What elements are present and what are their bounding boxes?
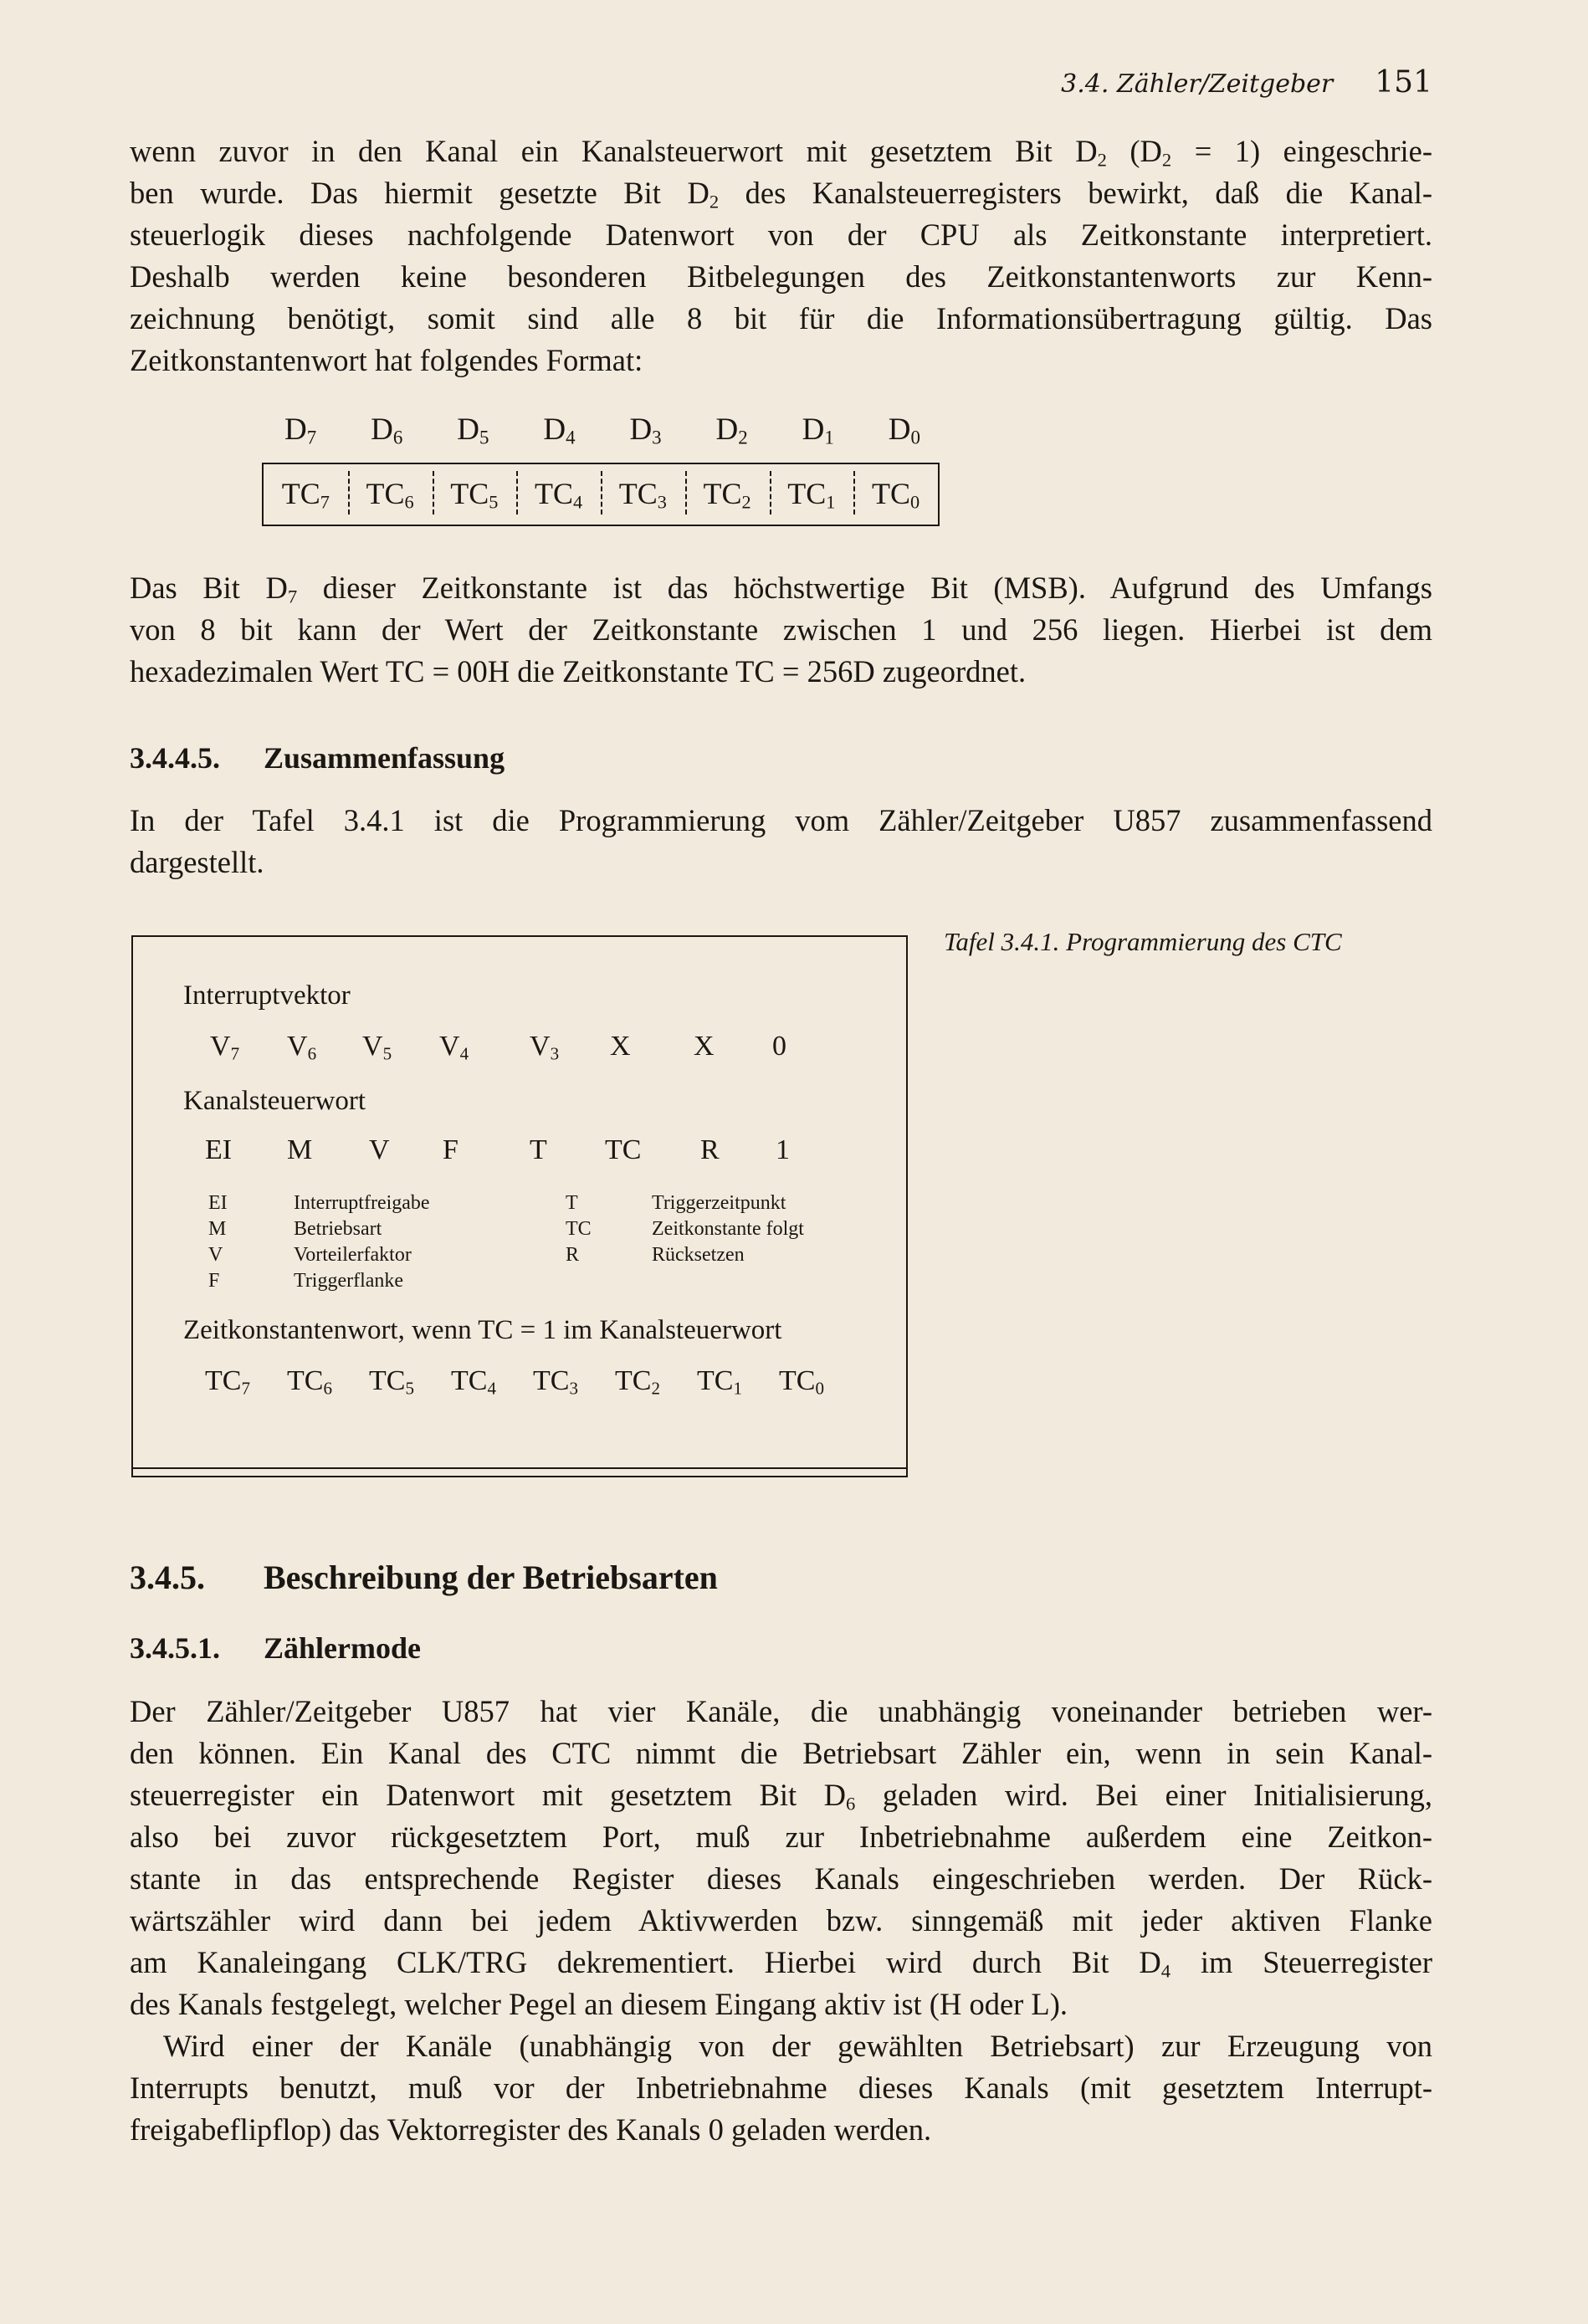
text-line: steuerlogik dieses nachfolgende Datenwort von der CPU als Zeitkonstante interpretiert. (130, 218, 1432, 252)
legend-desc: Vorteilerfaktor (294, 1244, 412, 1266)
legend-abbr: EI (208, 1192, 228, 1214)
text-line: Wird einer der Kanäle (unabhängig von der gewählten Betriebsart) zur Erzeugung von (163, 2029, 1432, 2063)
bit-label: $D_2$ (715, 412, 748, 448)
text-line: wenn zuvor in den Kanal ein Kanalsteuerwort mit gesetztem Bit $D_2$ $(D_2 = 1)$ eingeschrie- (130, 134, 1432, 171)
intro-paragraph (130, 131, 1432, 381)
control-bit: M (287, 1134, 313, 1165)
bit-label: $D_7$ (284, 412, 317, 448)
time-constant-word-label: Zeitkonstantenwort, wenn TC = 1 im Kanalsteuerwort (183, 1315, 782, 1345)
bit-cell: $V_3$ (530, 1031, 560, 1064)
tc-cell: $TC_5$ (433, 464, 517, 525)
time-constant-word-format (262, 463, 940, 526)
section-heading-345 (130, 1558, 718, 1597)
bit-label: $D_6$ (371, 412, 403, 448)
text-line: von 8 bit kann der Wert der Zeitkonstante zwischen 1 und 256 liegen. Hierbei ist dem (130, 612, 1432, 647)
text-line: Deshalb werden keine besonderen Bitbelegungen des Zeitkonstantenworts zur Kenn- (130, 259, 1432, 294)
text-line: Der Zähler/Zeitgeber U857 hat vier Kanäle, die unabhängig voneinander betrieben wer- (130, 1694, 1432, 1728)
text-line: zeichnung benötigt, somit sind alle 8 bit für die Informationsübertragung gültig. Das (130, 301, 1432, 335)
bit-label: $D_3$ (629, 412, 662, 448)
bit-cell: $V_7$ (210, 1031, 240, 1064)
msb-paragraph (130, 567, 1432, 693)
bit-cell: X (694, 1031, 715, 1062)
bit-cell: $TC_0$ (779, 1365, 824, 1399)
tc-cell: $TC_2$ (685, 464, 770, 525)
section-number: 3.4.5.1. (130, 1631, 220, 1665)
bit-cell: $TC_7$ (205, 1365, 250, 1399)
text-line: Interrupts benutzt, muß vor der Inbetriebnahme dieses Kanals (mit gesetztem Interrupt- (130, 2071, 1432, 2105)
text-line: also bei zuvor rückgesetztem Port, muß zur Inbetriebnahme außerdem eine Zeitkon- (130, 1820, 1432, 1854)
text-line: wärtszähler wird dann bei jedem Aktivwerden bzw. sinngemäß mit jeder aktiven Flanke (130, 1903, 1432, 1938)
bit-cell: $TC_4$ (451, 1365, 496, 1399)
section-title: Zusammenfassung (264, 741, 505, 775)
bit-label: $D_5$ (457, 412, 489, 448)
section-number: 3.4.4.5. (130, 741, 220, 775)
bit-cell: $V_4$ (439, 1031, 469, 1064)
bit-cell: $TC_3$ (533, 1365, 578, 1399)
bit-cell: $TC_6$ (287, 1365, 332, 1399)
bit-cell: $TC_5$ (369, 1365, 414, 1399)
legend-abbr: T (566, 1192, 578, 1214)
text-line: am Kanaleingang CLK/TRG dekrementiert. Hierbei wird durch Bit $D_4$ im Steuerregister (130, 1945, 1432, 1982)
bit-label: $D_0$ (888, 412, 920, 448)
running-header (1004, 65, 1432, 100)
legend-desc: Zeitkonstante folgt (652, 1218, 804, 1240)
table-bottom-rule (133, 1467, 906, 1469)
interrupt-vector-label: Interruptvektor (183, 980, 351, 1011)
tc-cell: $TC_1$ (770, 464, 854, 525)
legend-desc: Triggerzeitpunkt (652, 1192, 786, 1214)
interrupt-paragraph (130, 2025, 1432, 2151)
control-bit: TC (605, 1134, 642, 1165)
legend-abbr: TC (566, 1218, 592, 1240)
legend-desc: Interruptfreigabe (294, 1192, 430, 1214)
channel-control-word-label: Kanalsteuerwort (183, 1086, 366, 1116)
counter-mode-paragraph (130, 1691, 1432, 2025)
legend-desc: Betriebsart (294, 1218, 382, 1240)
tc-cell: $TC_3$ (601, 464, 685, 525)
section-heading-3445 (130, 740, 505, 776)
control-bit: V (369, 1134, 390, 1165)
text-line: freigabeflipflop) das Vektorregister des Kanals 0 geladen werden. (130, 2112, 932, 2147)
text-line: hexadezimalen Wert TC = 00H die Zeitkonstante TC = 256D zugeordnet. (130, 654, 1027, 688)
legend-abbr: V (208, 1244, 223, 1266)
section-title: Beschreibung der Betriebsarten (264, 1559, 718, 1596)
tc-cell: $TC_7$ (281, 477, 330, 513)
bit-cell: 0 (772, 1031, 786, 1062)
programming-table (131, 935, 908, 1477)
bit-cell: X (610, 1031, 631, 1062)
tc-cell: $TC_0$ (853, 464, 938, 525)
control-bit: R (700, 1134, 720, 1165)
page-number: 151 (1375, 65, 1432, 100)
text-line: dargestellt. (130, 845, 264, 879)
header-section-title: 3.4. Zähler/Zeitgeber (1061, 69, 1334, 99)
control-bit: T (530, 1134, 547, 1165)
section-heading-3451 (130, 1630, 421, 1666)
text-line: In der Tafel 3.4.1 ist die Programmierung vom Zähler/Zeitgeber U857 zusammenfassend (130, 803, 1432, 837)
bit-cell: $TC_2$ (615, 1365, 660, 1399)
text-line: ben wurde. Das hiermit gesetzte Bit $D_2$ des Kanalsteuerregisters bewirkt, daß die Kanal- (130, 176, 1433, 212)
bit-cell: $V_6$ (287, 1031, 317, 1064)
control-bit: 1 (776, 1134, 790, 1165)
text-line: des Kanals festgelegt, welcher Pegel an diesem Eingang aktiv ist (H oder L). (130, 1987, 1068, 2021)
legend-abbr: F (208, 1270, 220, 1292)
text-line: Das Bit $D_7$ dieser Zeitkonstante ist das höchstwertige Bit (MSB). Aufgrund des Umfangs (130, 571, 1433, 607)
bit-cell: $V_5$ (362, 1031, 392, 1064)
legend-desc: Rücksetzen (652, 1244, 745, 1266)
control-bit: F (443, 1134, 458, 1165)
legend-desc: Triggerflanke (294, 1270, 404, 1292)
text-line: Zeitkonstantenwort hat folgendes Format: (130, 343, 643, 377)
bit-label: $D_4$ (543, 412, 576, 448)
text-line: stante in das entsprechende Register dieses Kanals eingeschrieben werden. Der Rück- (130, 1861, 1432, 1896)
legend-abbr: R (566, 1244, 580, 1266)
section-number: 3.4.5. (130, 1559, 205, 1596)
bit-cell: $TC_1$ (697, 1365, 742, 1399)
text-line: den können. Ein Kanal des CTC nimmt die Betriebsart Zähler ein, wenn in sein Kanal- (130, 1736, 1432, 1770)
text-line: steuerregister ein Datenwort mit gesetztem Bit $D_6$ geladen wird. Bei einer Initialisierung, (130, 1778, 1432, 1815)
tc-cell: $TC_4$ (516, 464, 601, 525)
legend-abbr: M (208, 1218, 227, 1240)
section-title: Zählermode (264, 1631, 421, 1665)
tc-cell: $TC_6$ (348, 464, 433, 525)
summary-paragraph (130, 800, 1432, 883)
bit-labels-row (284, 412, 920, 448)
table-caption: Tafel 3.4.1. Programmierung des CTC (944, 927, 1342, 956)
control-bit: EI (205, 1134, 233, 1165)
bit-label: $D_1$ (802, 412, 834, 448)
